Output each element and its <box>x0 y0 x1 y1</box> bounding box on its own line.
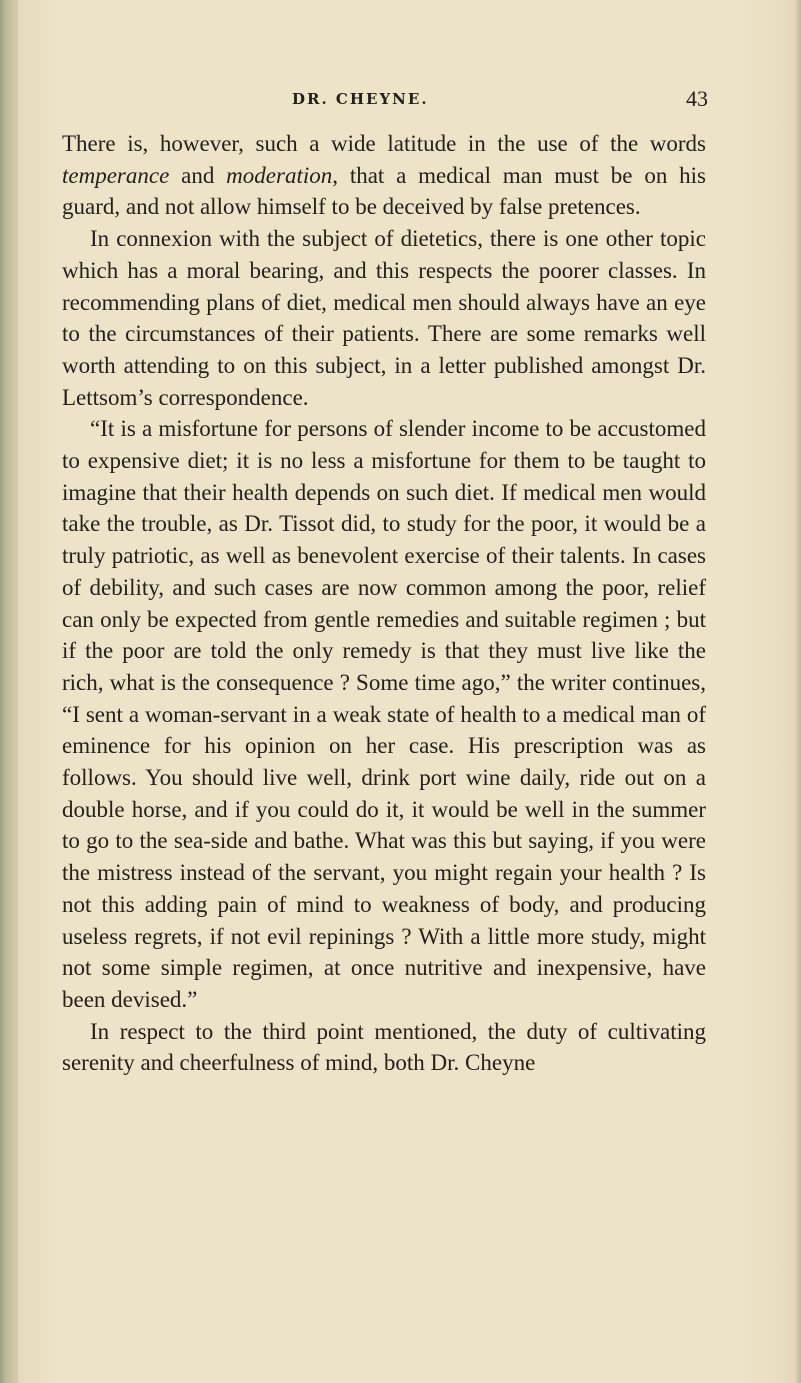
emphasis-temperance: temperance <box>62 162 170 188</box>
paragraph-text-before: There is, however, such a wide latitude in the use of the words <box>62 131 706 156</box>
paragraph-serenity: In respect to the third point mentioned, the duty of cultivating serenity and cheerfulness of mind, both Dr. Cheyne <box>62 1018 706 1076</box>
page-right-edge <box>795 0 801 1383</box>
page-header <box>60 86 708 116</box>
body-text <box>62 128 706 1079</box>
paragraph-dietetics: In connexion with the subject of dietetics, there is one other topic which has a moral bearing, and this respects the poorer classes. In recommending plans of diet, medical men should always have an eye to the circumstances of their patients. There are some remarks well worth attending to on this subject, in a letter published amongst Dr. Lettsom’s correspondence. <box>62 226 706 410</box>
paragraph-quotation: “It is a misfortune for persons of slender income to be accustomed to expensive diet; it is no less a misfortune for them to be taught to imagine that their health depends on such diet. If medical men would take the trouble, as Dr. Tissot did, to study for the poor, it would be a truly patriotic, as well as benevolent exercise of their talents. In cases of debility, and such cases are now common among the poor, relief can only be expected from gentle remedies and suitable regimen ; but if the poor are told the only remedy is that they must live like the rich, what is the consequence ? Some time ago,” the writer continues, “I sent a woman-servant in a weak state of health to a medical man of eminence for his opinion on her case. His prescription was as follows. You should live well, drink port wine daily, ride out on a double horse, and if you could do it, it would be well in the summer to go to the sea-side and bathe. What was this but saying, if you were the mistress instead of the servant, you might regain your health ? Is not this adding pain of mind to weakness of body, and producing useless regrets, if not evil repinings ? With a little more study, might not some simple regimen, at once nutritive and inexpensive, have been devised.” <box>62 416 706 1012</box>
paragraph-text-middle: and <box>169 162 227 188</box>
page-binding-edge <box>0 0 18 1383</box>
emphasis-moderation: moderation <box>226 162 333 188</box>
page-number: 43 <box>686 86 708 111</box>
paragraph-text-after: , that a medical man must be on his guard, and not allow himself to be deceived by false pretences. <box>62 162 706 220</box>
running-title: DR. CHEYNE. <box>292 90 429 108</box>
paragraph-temperance <box>62 128 706 223</box>
